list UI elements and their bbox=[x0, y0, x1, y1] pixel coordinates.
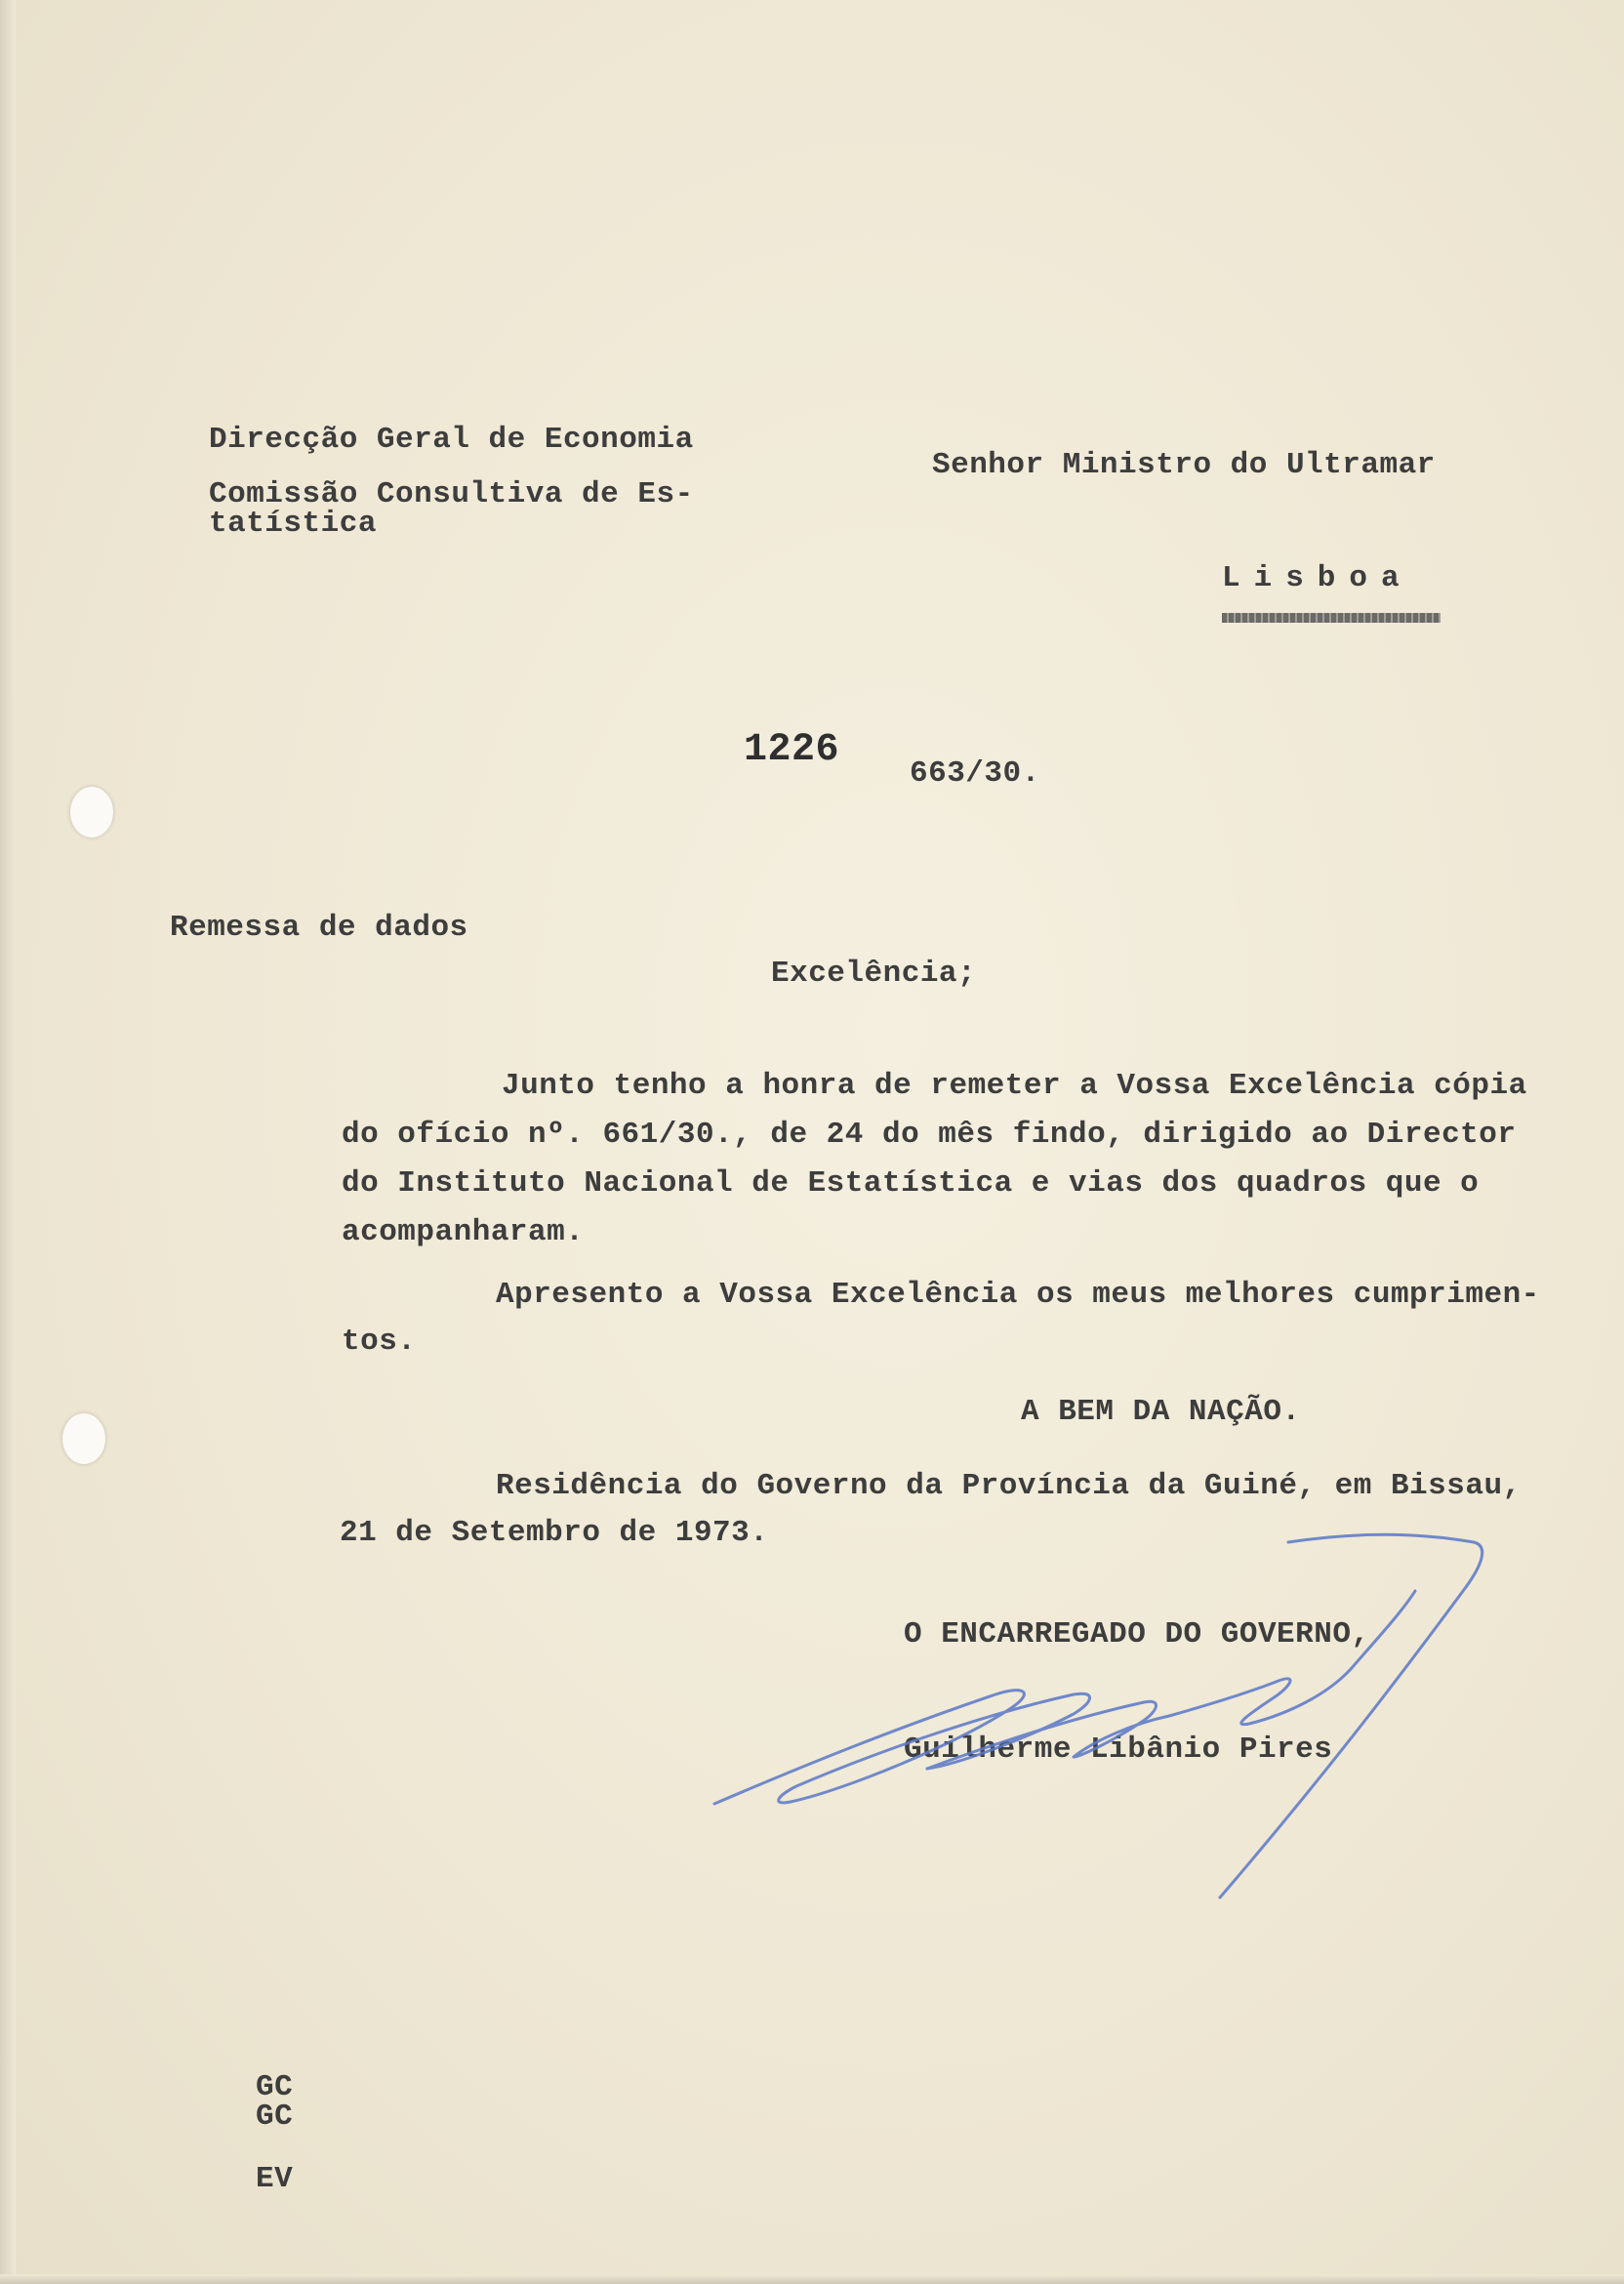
punch-hole-bottom bbox=[62, 1413, 105, 1464]
reference-stamp-number: 1226 bbox=[744, 728, 840, 772]
recipient-city: Lisboa bbox=[1222, 561, 1413, 595]
recipient: Senhor Ministro do Ultramar bbox=[932, 448, 1436, 482]
paper-left-edge bbox=[0, 0, 16, 2284]
place-date-line-1: Residência do Governo da Província da Guiné, em Bissau, bbox=[496, 1469, 1522, 1503]
paper-bottom-edge bbox=[0, 2274, 1624, 2284]
sender-line-3: tatística bbox=[209, 507, 377, 541]
body-paragraph-1-line-1: Junto tenho a honra de remeter a Vossa Excelência cópia bbox=[502, 1069, 1527, 1103]
punch-hole-top bbox=[70, 787, 113, 837]
initials-line-2: GC bbox=[256, 2100, 294, 2134]
sender-line-1: Direcção Geral de Economia bbox=[209, 423, 694, 457]
place-date-line-2: 21 de Setembro de 1973. bbox=[340, 1516, 769, 1550]
sender-line-2: Comissão Consultiva de Es- bbox=[209, 477, 694, 511]
initials-line-1: GC bbox=[256, 2070, 294, 2104]
subject: Remessa de dados bbox=[170, 911, 468, 945]
body-paragraph-2-line-2: tos. bbox=[342, 1325, 417, 1359]
body-paragraph-1-line-3: do Instituto Nacional de Estatística e vias dos quadros que o bbox=[342, 1166, 1480, 1201]
handwritten-signature bbox=[703, 1523, 1503, 1913]
body-paragraph-1-line-4: acompanharam. bbox=[342, 1215, 585, 1249]
body-paragraph-1-line-2: do ofício nº. 661/30., de 24 do mês findo, dirigido ao Director bbox=[342, 1118, 1517, 1152]
signatory-name: Guilherme Libânio Pires bbox=[904, 1733, 1333, 1767]
body-paragraph-2-line-1: Apresento a Vossa Excelência os meus melhores cumprimen- bbox=[496, 1278, 1540, 1312]
reference-number: 663/30. bbox=[910, 756, 1040, 791]
motto: A BEM DA NAÇÃO. bbox=[1021, 1395, 1301, 1429]
salutation: Excelência; bbox=[771, 957, 977, 991]
initials-line-3: EV bbox=[256, 2162, 294, 2196]
signatory-title: O ENCARREGADO DO GOVERNO, bbox=[904, 1617, 1370, 1652]
city-underline bbox=[1222, 613, 1441, 623]
